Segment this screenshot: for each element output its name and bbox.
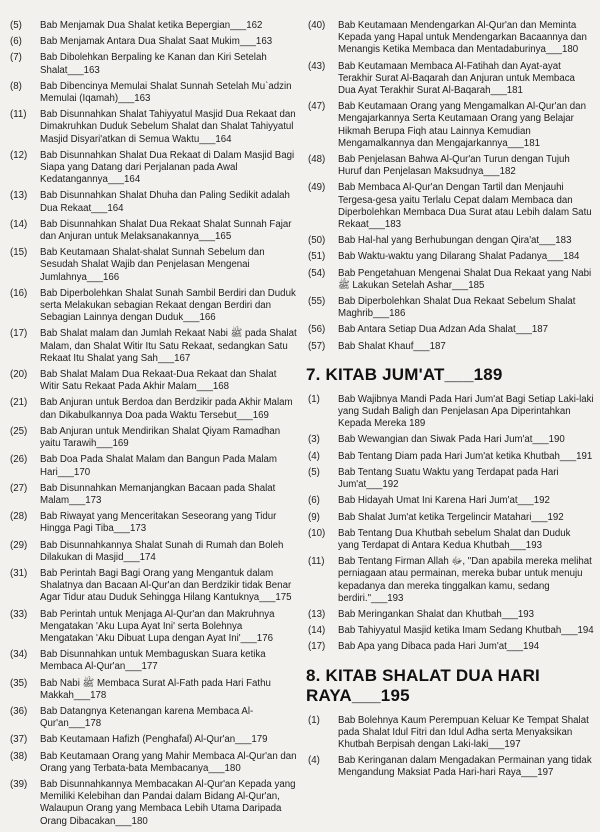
- toc-entry: [8, 568, 298, 605]
- entry-number: (33): [10, 608, 28, 620]
- toc-entry: [306, 556, 594, 605]
- toc-entry: [306, 715, 594, 752]
- entry-number: (43): [308, 60, 326, 72]
- entry-number: (39): [10, 778, 28, 790]
- toc-entry: [306, 101, 594, 150]
- entry-title: Bab Shalat Jum'at ketika Tergelincir Matahari___192: [338, 511, 564, 523]
- entry-number: (11): [308, 556, 325, 568]
- toc-entry: [306, 296, 594, 320]
- entry-number: (57): [308, 340, 326, 352]
- entry-number: (4): [308, 450, 320, 462]
- entry-number: (15): [10, 247, 28, 259]
- section-8-heading: 8. KITAB SHALAT DUA HARI RAYA___195: [306, 665, 540, 705]
- entry-number: (28): [10, 511, 28, 523]
- toc-entry: [8, 247, 298, 284]
- entry-number: (6): [308, 495, 320, 507]
- entry-title: Bab Shalat Malam Dua Rekaat-Dua Rekaat dan Shalat Witir Satu Rekaat Pada Akhir Malam___168: [40, 369, 277, 393]
- entry-title: Bab Disunnahkannya Membacakan Al-Qur'an Kepada yang Memiliki Kelebihan dan Pandai dalam Bidang Al-Qur'an, Walaupun Orang yang Membaca Lebih Utama Daripada Orang Dibacakan___180: [40, 778, 296, 827]
- toc-entry: [8, 678, 298, 702]
- entry-number: (9): [308, 511, 320, 523]
- entry-number: (11): [10, 109, 27, 121]
- toc-entry: [306, 235, 594, 247]
- toc-entry: [8, 706, 298, 730]
- entry-title: Bab Menjamak Dua Shalat ketika Bepergian___162: [40, 20, 263, 31]
- toc-entry: [8, 483, 298, 507]
- entry-title: Bab Apa yang Dibaca pada Hari Jum'at___194: [338, 641, 540, 653]
- toc-entry: [8, 288, 298, 325]
- entry-title: Bab Disunnahkan Shalat Dua Rekaat di Dalam Masjid Bagi Siapa yang Datang dari Perjalanan pada Awal Kedatangannya___164: [40, 149, 295, 186]
- entry-number: (56): [308, 324, 326, 336]
- entry-title: Bab Disunnahkannya Shalat Sunah di Rumah dan Boleh Dilakukan di Masjid___174: [40, 539, 284, 563]
- entry-number: (35): [10, 677, 28, 689]
- toc-entry: [8, 36, 298, 48]
- entry-title: Bab Disunnahkan untuk Membaguskan Suara ketika Membaca Al-Qur'an___177: [40, 649, 266, 673]
- entry-title: Bab Riwayat yang Menceritakan Seseorang yang Tidur Hingga Pagi Tiba___173: [40, 511, 277, 535]
- toc-entry: [8, 397, 298, 421]
- toc-entry: [8, 426, 298, 450]
- toc-entry: [306, 512, 594, 524]
- entry-number: (13): [308, 608, 326, 620]
- right-column: [306, 20, 594, 784]
- entry-title: Bab Keutamaan Hafizh (Penghafal) Al-Qur'an___179: [40, 734, 268, 746]
- entry-number: (7): [10, 52, 22, 64]
- entry-title: Bab Penjelasan Bahwa Al-Qur'an Turun dengan Tujuh Huruf dan Penjelasan Maksudnya___182: [338, 154, 570, 178]
- entry-title: Bab Dibolehkan Berpaling ke Kanan dan Kiri Setelah Shalat___163: [40, 52, 267, 76]
- entry-title: Bab Keutamaan Membaca Al-Fatihah dan Ayat-ayat Terakhir Surat Al-Baqarah dan Anjuran untuk Membaca Dua Ayat Terakhir Surat Al-Baqarah___181: [338, 60, 575, 97]
- entry-title: Bab Shalat malam dan Jumlah Rekaat Nabi ﷺ pada Shalat Malam, dan Shalat Witir Itu Satu Rekaat, sedangkan Satu Rekaat Itu Shalat yang Sah___167: [40, 328, 297, 364]
- toc-entry: [8, 779, 298, 828]
- toc-entry: [8, 649, 298, 673]
- entry-title: Bab Waktu-waktu yang Dilarang Shalat Padanya___184: [338, 251, 580, 263]
- toc-entry: [306, 467, 594, 491]
- entry-number: (1): [308, 714, 320, 726]
- entry-number: (14): [10, 218, 28, 230]
- entry-title: Bab Doa Pada Shalat Malam dan Bangun Pada Malam Hari___170: [40, 454, 277, 478]
- entry-title: Bab Tentang Diam pada Hari Jum'at ketika Khutbah___191: [338, 450, 593, 462]
- toc-entry: [306, 154, 594, 178]
- toc-entry: [8, 511, 298, 535]
- toc-entry: [8, 540, 298, 564]
- entry-number: (50): [308, 235, 326, 247]
- entry-title: Bab Membaca Al-Qur'an Dengan Tartil dan Menjauhi Tergesa-gesa yaitu Terlalu Cepat dalam Membaca dan Diperbolehkan Membaca Dua Surat atau Lebih dalam Satu Rekaat___183: [338, 182, 592, 231]
- entry-number: (26): [10, 454, 28, 466]
- entry-title: Bab Anjuran untuk Mendirikan Shalat Qiyam Ramadhan yaitu Tarawih___169: [40, 425, 281, 450]
- section-7-heading: 7. KITAB JUM'AT___189: [306, 364, 503, 384]
- entry-number: (4): [308, 755, 320, 767]
- toc-entry: [306, 609, 594, 621]
- toc-entry: [8, 609, 298, 646]
- right-entries: [306, 20, 594, 353]
- entry-number: (31): [10, 567, 28, 579]
- entry-number: (25): [10, 425, 28, 437]
- entry-title: Bab Dibencinya Memulai Shalat Sunnah Setelah Mu`adzin Memulai (Iqamah)___163: [40, 80, 292, 105]
- entry-number: (17): [308, 641, 326, 653]
- toc-entry: [306, 755, 594, 779]
- entry-title: Bab Keringanan dalam Mengadakan Permainan yang tidak Mengandung Maksiat Pada Hari-hari Raya___197: [338, 755, 592, 779]
- entry-title: Bab Wajibnya Mandi Pada Hari Jum'at Bagi Setiap Laki-laki yang Sudah Baligh dan Penjelasan Apa Diperintahkan Kepada Mereka 189: [338, 393, 594, 430]
- toc-entry: [8, 52, 298, 76]
- entry-title: Bab Disunnahkan Memanjangkan Bacaan pada Shalat Malam___173: [40, 482, 276, 506]
- toc-entry: [306, 20, 594, 57]
- toc-entry: [8, 190, 298, 214]
- entry-number: (47): [308, 101, 326, 113]
- entry-title: Bab Pengetahuan Mengenai Shalat Dua Rekaat yang Nabi ﷺ Lakukan Setelah Ashar___185: [338, 267, 592, 291]
- entry-title: Bab Disunnahkan Shalat Dua Rekaat Shalat Sunnah Fajar dan Anjuran untuk Melaksanakannya___165: [40, 218, 292, 243]
- entry-number: (3): [308, 434, 320, 446]
- entry-title: Bab Nabi ﷺ Membaca Surat Al-Fath pada Hari Fathu Makkah___178: [40, 677, 271, 701]
- entry-title: Bab Keutamaan Orang yang Mahir Membaca Al-Qur'an dan Orang yang Terbata-bata Membacanya___180: [40, 750, 297, 774]
- toc-entry: [8, 219, 298, 243]
- entry-title: Bab Shalat Khauf___187: [338, 340, 446, 352]
- entry-number: (10): [308, 527, 326, 539]
- entry-number: (36): [10, 705, 28, 717]
- toc-entry: [306, 268, 594, 292]
- section-7-entries: [306, 394, 594, 654]
- entry-number: (40): [308, 20, 326, 31]
- entry-title: Bab Tentang Suatu Waktu yang Terdapat pada Hari Jum'at___192: [338, 466, 559, 491]
- toc-entry: [306, 495, 594, 507]
- toc-entry: [306, 61, 594, 98]
- entry-title: Bab Diperbolehkan Shalat Sunah Sambil Berdiri dan Duduk serta Melakukan sebagian Rekaat dengan Berdiri dan Sebagian Lainnya dengan Duduk___166: [40, 287, 296, 324]
- toc-entry: [8, 369, 298, 393]
- entry-number: (54): [308, 267, 326, 279]
- toc-entry: [306, 251, 594, 263]
- entry-number: (20): [10, 369, 28, 381]
- toc-entry: [306, 394, 594, 431]
- entry-number: (12): [10, 149, 28, 161]
- toc-entry: [306, 625, 594, 637]
- entry-title: Bab Tentang Dua Khutbah sebelum Shalat dan Duduk yang Terdapat di Antara Kedua Khutbah___193: [338, 527, 571, 551]
- entry-number: (1): [308, 393, 320, 405]
- entry-title: Bab Tahiyyatul Masjid ketika Imam Sedang Khutbah___194: [338, 625, 594, 637]
- toc-entry: [8, 150, 298, 187]
- toc-entry: [306, 528, 594, 552]
- entry-title: Bab Perintah Bagi Bagi Orang yang Mengantuk dalam Shalatnya dan Bacaan Al-Qur'an dan Berdzikir tidak Benar Agar Tidur atau Duduk Sehingga Hilang Kantuknya___175: [40, 567, 292, 604]
- entry-number: (38): [10, 750, 28, 762]
- entry-title: Bab Datangnya Ketenangan karena Membaca Al-Qur'an___178: [40, 705, 254, 730]
- entry-title: Bab Disunnahkan Shalat Tahiyyatul Masjid Dua Rekaat dan Dimakruhkan Duduk Sebelum Shalat dan Shalat Tahiyyatul Masjid Disyari'atkan di Semua Waktu___164: [40, 109, 296, 145]
- toc-entry: [306, 341, 594, 353]
- entry-title: Bab Meringankan Shalat dan Khutbah___193: [338, 608, 535, 620]
- entry-number: (13): [10, 190, 28, 202]
- entry-title: Bab Hidayah Umat Ini Karena Hari Jum'at___192: [338, 495, 550, 507]
- toc-entry: [306, 451, 594, 463]
- entry-number: (34): [10, 649, 28, 661]
- toc-entry: [8, 81, 298, 105]
- entry-number: (27): [10, 482, 28, 494]
- entry-number: (8): [10, 80, 22, 92]
- entry-title: Bab Anjuran untuk Berdoa dan Berdzikir pada Akhir Malam dan Dikabulkannya Doa pada Waktu Tersebut___169: [40, 397, 293, 421]
- toc-entry: [8, 734, 298, 746]
- entry-title: Bab Diperbolehkan Shalat Dua Rekaat Sebelum Shalat Maghrib___186: [338, 296, 576, 320]
- toc-entry: [8, 751, 298, 775]
- toc-entry: [306, 324, 594, 336]
- entry-number: (5): [10, 20, 22, 31]
- entry-title: Bab Tentang Firman Allah ﷻ, "Dan apabila mereka melihat perniagaan atau permainan, mereka bubar untuk menuju kepadanya dan mereka tinggalkan kamu, sedang berdiri."___193: [338, 556, 592, 604]
- entry-title: Bab Keutamaan Shalat-shalat Sunnah Sebelum dan Sesudah Shalat Wajib dan Penjelasan Mengenai Jumlahnya___166: [40, 247, 265, 283]
- toc-entry: [306, 434, 594, 446]
- toc-entry: [8, 328, 298, 365]
- entry-title: Bab Disunnahkan Shalat Dhuha dan Paling Sedikit adalah Dua Rekaat___164: [40, 190, 290, 214]
- entry-number: (21): [10, 397, 28, 409]
- section-8-entries: [306, 715, 594, 780]
- entry-number: (5): [308, 466, 320, 478]
- entry-number: (55): [308, 296, 326, 308]
- toc-entry: [306, 182, 594, 231]
- entry-title: Bab Bolehnya Kaum Perempuan Keluar Ke Tempat Shalat pada Shalat Idul Fitri dan Idul Adha serta Menyaksikan Khutbah Berpisah dengan Laki-laki___197: [338, 714, 589, 750]
- entry-number: (37): [10, 734, 28, 746]
- entry-title: Bab Antara Setiap Dua Adzan Ada Shalat___187: [338, 324, 549, 336]
- entry-number: (17): [10, 328, 28, 340]
- entry-number: (16): [10, 287, 28, 299]
- entry-number: (48): [308, 154, 326, 166]
- toc-entry: [8, 109, 298, 146]
- toc-entry: [8, 20, 298, 32]
- entry-number: (51): [308, 251, 326, 263]
- entry-number: (6): [10, 36, 22, 48]
- entry-title: Bab Hal-hal yang Berhubungan dengan Qira'at___183: [338, 235, 572, 247]
- entry-title: Bab Wewangian dan Siwak Pada Hari Jum'at___190: [338, 434, 565, 446]
- toc-entry: [8, 454, 298, 478]
- entry-number: (14): [308, 625, 326, 637]
- entry-number: (29): [10, 539, 28, 551]
- entry-title: Bab Keutamaan Mendengarkan Al-Qur'an dan Meminta Kepada yang Hapal untuk Mendengarkan Bacaannya dan Menangis Ketika Membaca dan Mentadaburinya___180: [338, 20, 587, 56]
- entry-title: Bab Perintah untuk Menjaga Al-Qur'an dan Makruhnya Mengatakan 'Aku Lupa Ayat Ini' serta Bolehnya Mengatakan 'Aku Dibuat Lupa dengan Ayat Ini'___176: [40, 608, 275, 644]
- entry-title: Bab Keutamaan Orang yang Mengamalkan Al-Qur'an dan Mengajarkannya Serta Keutamaan Orang yang Belajar Hikmah Berupa Fiqh atau Lainnya Kemudian Mengamalkannya dan Mengajarkannya___181: [338, 101, 586, 149]
- entry-number: (49): [308, 182, 326, 194]
- toc-entry: [306, 641, 594, 653]
- entry-title: Bab Menjamak Antara Dua Shalat Saat Mukim___163: [40, 36, 273, 48]
- left-column: [8, 20, 298, 832]
